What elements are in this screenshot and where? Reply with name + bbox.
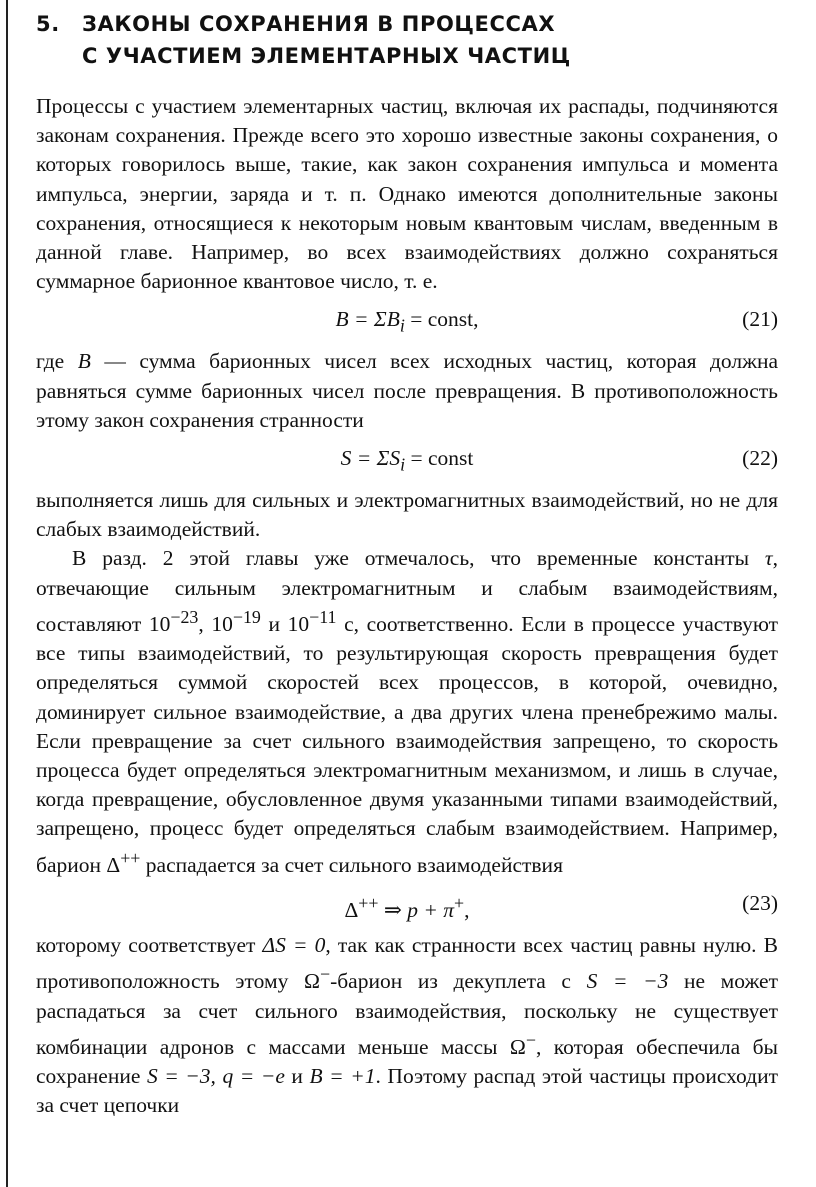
- section-title-line1: ЗАКОНЫ СОХРАНЕНИЯ В ПРОЦЕССАХ: [82, 12, 556, 36]
- equation-22-number: (22): [742, 446, 778, 471]
- equation-22: [36, 442, 778, 474]
- section-heading: [36, 8, 778, 72]
- section-title-line2: С УЧАСТИЕМ ЭЛЕМЕНТАРНЫХ ЧАСТИЦ: [82, 44, 571, 68]
- equation-23-formula: Δ++ ⇒ p + π+,: [344, 892, 470, 923]
- page-content: [36, 8, 778, 1121]
- equation-23: [36, 887, 778, 923]
- equation-21-number: (21): [742, 307, 778, 332]
- paragraph-4: В разд. 2 этой главы уже отмечалось, что временные константы τ, отвечающие сильным электромагнитным и слабым взаимодействиям, составляют $10^{-23}$, $10^{-19}$ и $10^{-11}$ с, соответственно. Если в процессе участвуют все типы взаимодействий, то результирующая скорость превращения будет определяться суммой скоростей всех процессов, в которой, очевидно, доминирует сильное взаимодействие, а два других члена пренебрежимо малы. Если превращение за счет сильного взаимодействия запрещено, то скорость процесса будет определяться электромагнитным механизмом, и лишь в случае, когда превращение, обусловленное двумя указанными типами взаимодействий, запрещено, процесс будет определяться слабым взаимодействием. Например, барион Δ++ распадается за счет сильного взаимодействия: [36, 546, 779, 877]
- section-number: 5.: [36, 12, 60, 36]
- equation-23-number: (23): [742, 890, 778, 915]
- paragraph-3: выполняется лишь для сильных и электромагнитных взаимодействий, но не для слабых взаимодействий.: [36, 488, 778, 542]
- paragraph-5: которому соответствует ΔS = 0, так как странности всех частиц равны нулю. В противоположность этому Ω−-барион из декуплета с S = −3 не может распадаться за счет сильного взаимодействия, поскольку не существует комбинации адронов с массами меньше массы Ω−, которая обеспечила бы сохранение S = −3, q = −e и B = +1. Поэтому распад этой частицы происходит за счет цепочки: [36, 932, 779, 1118]
- page-margin-line: [6, 0, 8, 1187]
- equation-21-formula: $B = \Sigma B_i$ = const,: [335, 307, 479, 336]
- paragraph-2: где B — сумма барионных чисел всех исходных частиц, которая должна равняться сумме барионных чисел после превращения. В противоположность этому закон сохранения странности: [36, 349, 778, 432]
- equation-22-formula: $S = \Sigma S_i$ = const: [340, 446, 474, 475]
- paragraph-1: Процессы с участием элементарных частиц, включая их распады, подчиняются законам сохранения. Прежде всего это хорошо известные законы сохранения, о которых говорилось выше, такие, как закон сохранения импульса и момента импульса, энергии, заряда и т. п. Однако имеются дополнительные законы сохранения, относящиеся к некоторым новым квантовым числам, введенным в данной главе. Например, во всех взаимодействиях должно сохраняться суммарное барионное квантовое число, т. е.: [36, 94, 778, 294]
- equation-21: [36, 303, 778, 335]
